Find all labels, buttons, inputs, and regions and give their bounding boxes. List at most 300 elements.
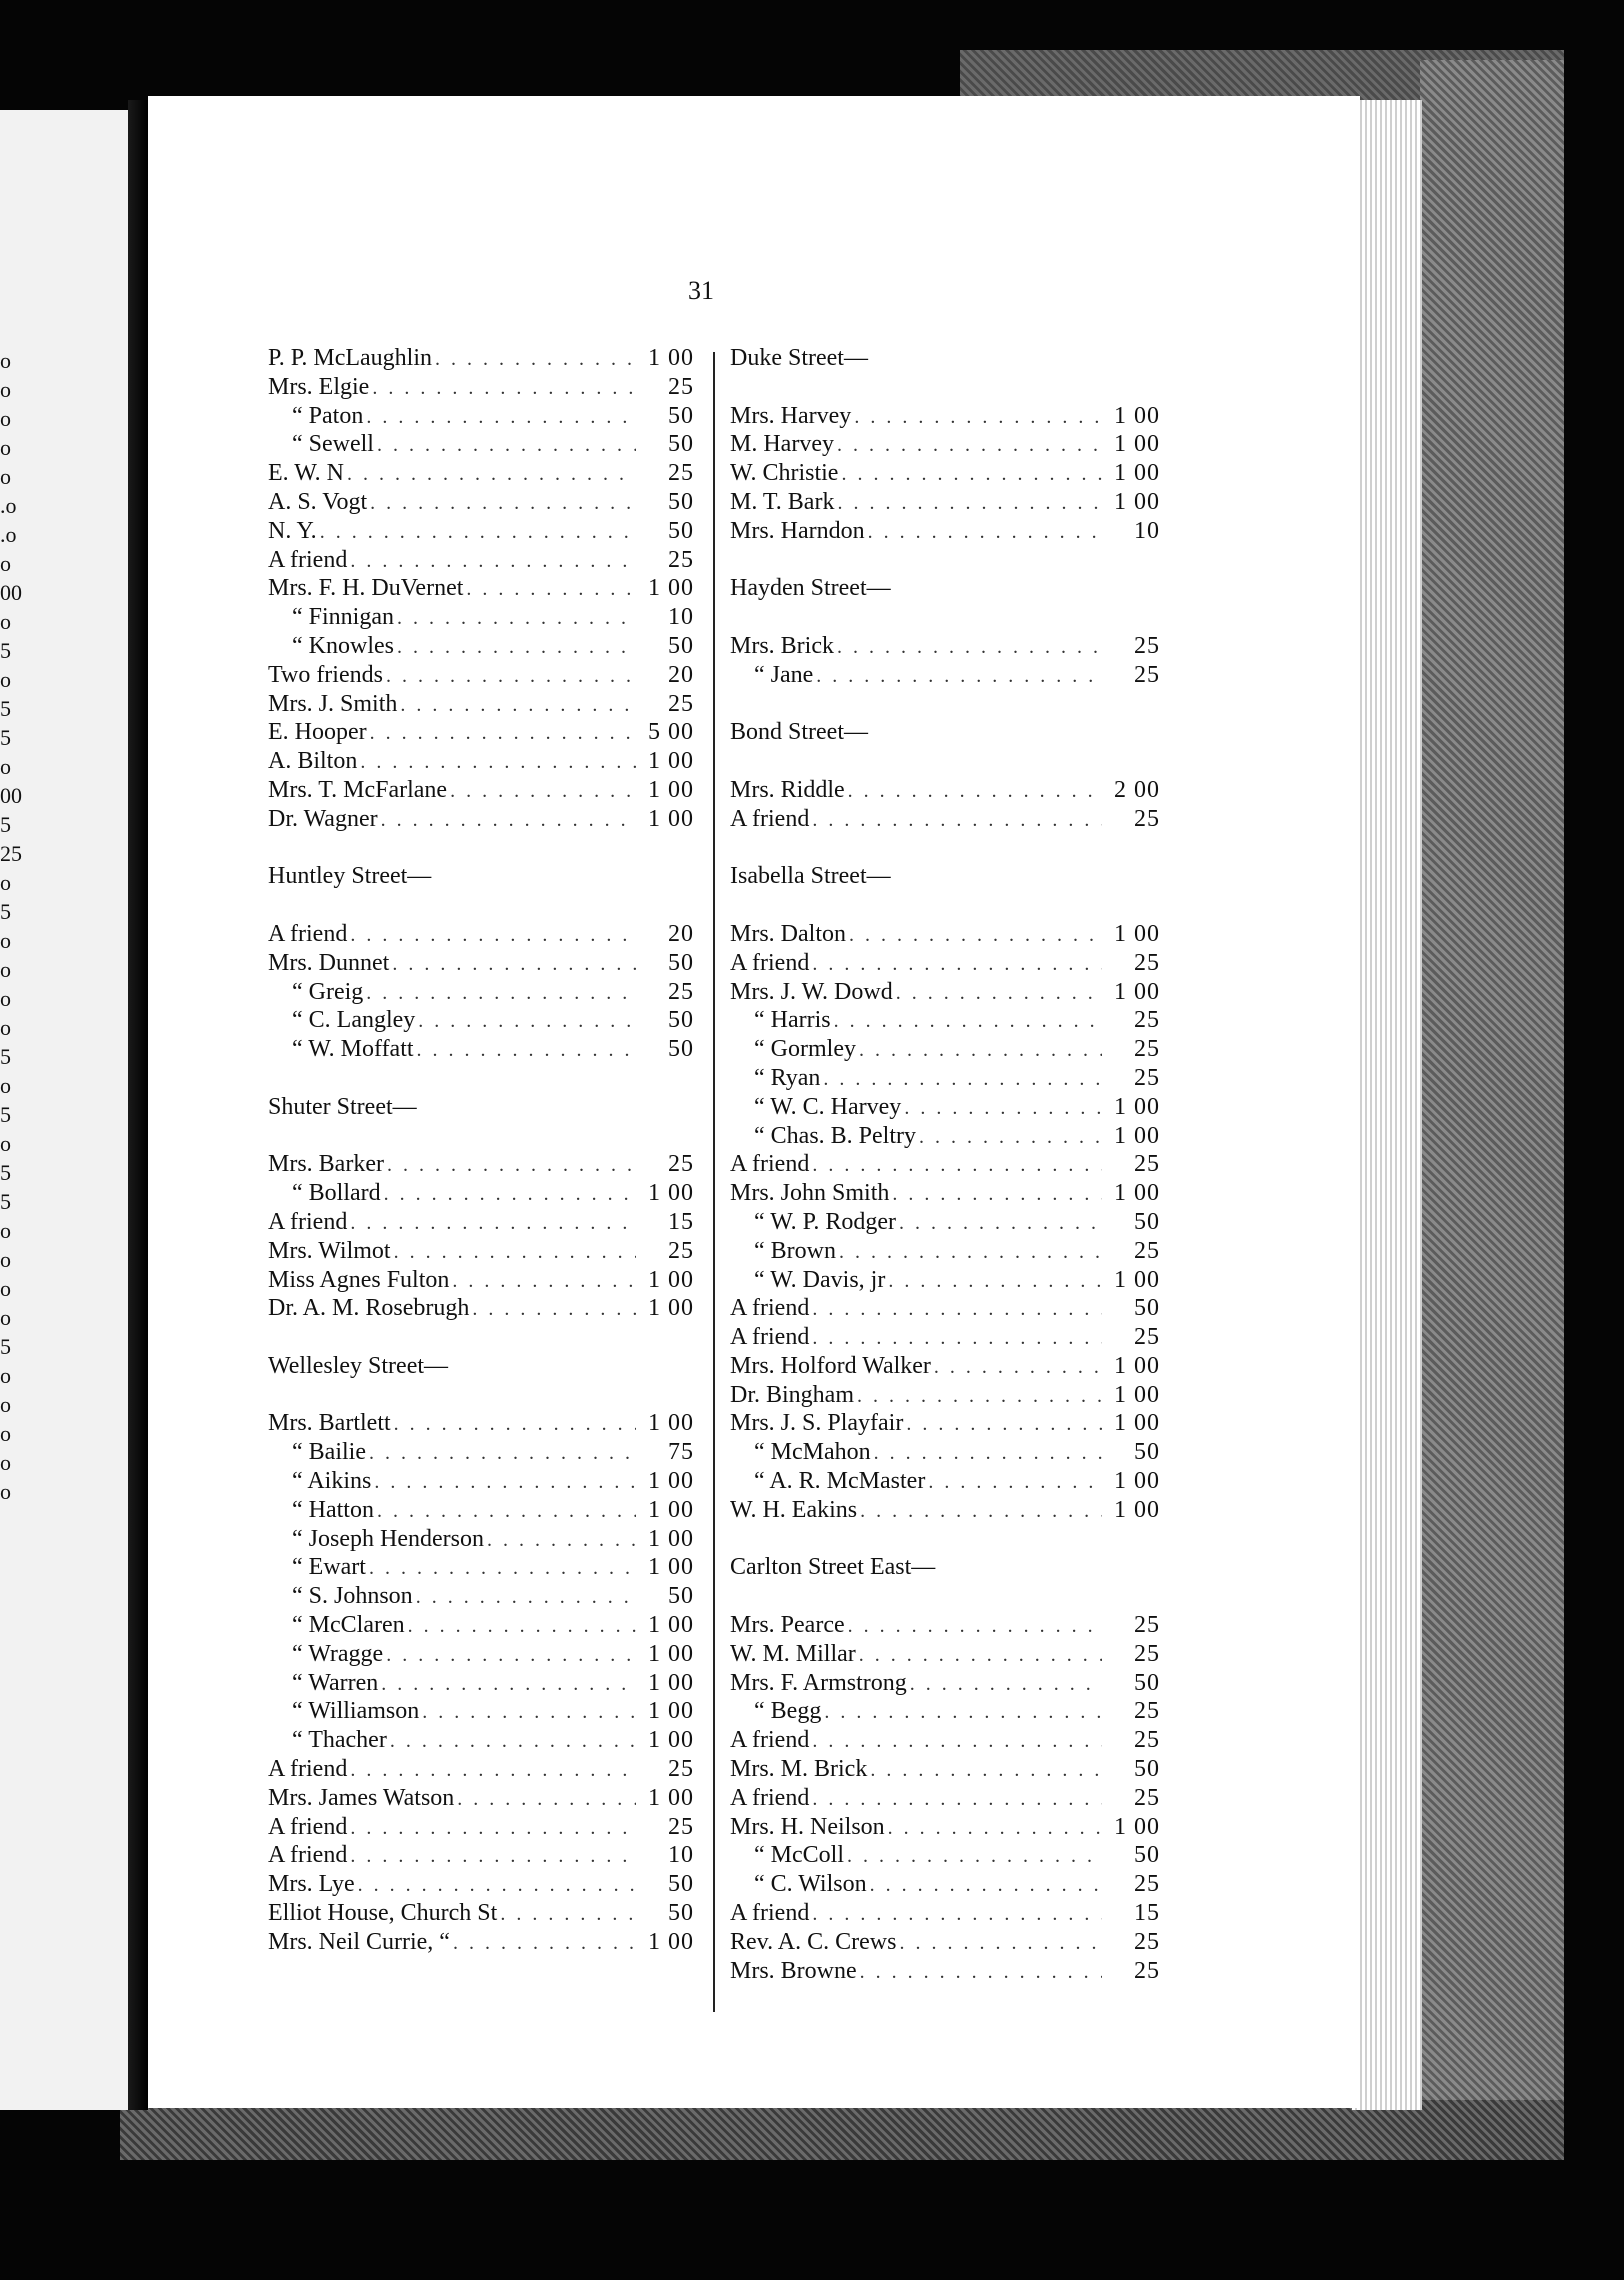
dot-leader [836, 1238, 1102, 1267]
dot-leader [374, 1497, 636, 1526]
dot-leader [347, 547, 636, 576]
dot-leader [394, 633, 636, 662]
subscriber-name: Two friends [268, 661, 383, 688]
dot-leader [867, 1871, 1102, 1900]
donation-amount: 25 [1134, 632, 1160, 659]
subscriber-name: Mrs. F. H. DuVernet [268, 575, 464, 602]
dot-leader [831, 1007, 1102, 1036]
dot-leader [484, 1526, 636, 1555]
dot-leader [846, 921, 1102, 950]
subscriber-name: Mrs. Neil Currie, “ [268, 1928, 450, 1955]
dot-leader [449, 1267, 636, 1296]
subscriber-name: A friend [730, 949, 810, 976]
dot-leader [347, 1756, 636, 1785]
dot-leader [391, 1410, 636, 1439]
dot-leader [885, 1814, 1102, 1843]
subscriber-name: A friend [730, 805, 810, 832]
subscriber-name: “ Finnigan [292, 604, 394, 631]
donation-amount: 1 00 [648, 1669, 694, 1696]
donation-amount: 50 [668, 632, 694, 659]
donation-amount: 1 00 [1114, 1381, 1160, 1408]
donation-amount: 25 [1134, 1007, 1160, 1034]
subscriber-name: A friend [730, 1295, 810, 1322]
facing-page-fragment: 25 [0, 841, 22, 866]
dot-leader [405, 1612, 636, 1641]
subscriber-row [268, 1208, 694, 1237]
dot-leader [896, 1209, 1102, 1238]
donation-amount: 2 00 [1114, 776, 1160, 803]
dot-leader [384, 1151, 636, 1180]
subscriber-name: W. H. Eakins [730, 1496, 858, 1523]
donation-amount: 50 [1134, 1842, 1160, 1869]
dot-leader [809, 1295, 1102, 1324]
donation-amount: 50 [668, 1583, 694, 1610]
subscriber-row [268, 661, 694, 690]
donation-amount: 1 00 [648, 1496, 694, 1523]
donation-amount: 50 [1134, 1208, 1160, 1235]
donation-amount: 1 00 [1114, 488, 1160, 515]
donation-amount: 1 00 [648, 1554, 694, 1581]
subscriber-row [268, 978, 694, 1007]
donation-amount: 5 00 [648, 719, 694, 746]
subscriber-name: Mrs. J. S. Playfair [730, 1410, 904, 1437]
facing-page-fragment: o [0, 1479, 11, 1504]
facing-page-fragment: 00 [0, 783, 22, 808]
subscriber-row [268, 690, 694, 719]
subscriber-name: “ Ewart [292, 1554, 366, 1581]
donation-amount: 50 [1134, 1669, 1160, 1696]
subscriber-name: “ Joseph Henderson [292, 1525, 484, 1552]
subscriber-row [730, 1150, 1160, 1179]
dot-leader [834, 489, 1102, 518]
facing-page-fragment: 5 [0, 638, 11, 663]
right-column [730, 344, 1160, 1985]
subscriber-row [268, 1841, 694, 1870]
subscriber-row [730, 402, 1160, 431]
donation-amount: 1 00 [648, 1784, 694, 1811]
subscriber-name: “ Aikins [292, 1468, 372, 1495]
donation-amount: 50 [1134, 1295, 1160, 1322]
dot-leader [367, 489, 636, 518]
subscriber-name: Mrs. Browne [730, 1957, 857, 1984]
dot-leader [414, 1036, 636, 1065]
subscriber-name: Mrs. T. McFarlane [268, 776, 448, 803]
donation-amount: 25 [1134, 949, 1160, 976]
subscriber-name: “ Gormley [754, 1036, 856, 1063]
donation-amount: 50 [668, 1007, 694, 1034]
subscriber-name: “ Warren [292, 1669, 379, 1696]
dot-leader [809, 1727, 1102, 1756]
page-edges [1352, 100, 1422, 2110]
subscriber-row [730, 1093, 1160, 1122]
subscriber-row [730, 1928, 1160, 1957]
subscriber-row [730, 949, 1160, 978]
dot-leader [885, 1267, 1102, 1296]
donation-amount: 10 [1134, 517, 1160, 544]
subscriber-row [730, 1640, 1160, 1669]
subscriber-name: “ Greig [292, 978, 364, 1005]
facing-page-fragment: o [0, 1276, 11, 1301]
subscriber-name: “ McClaren [292, 1612, 405, 1639]
donation-amount: 1 00 [1114, 1266, 1160, 1293]
dot-leader [497, 1900, 636, 1929]
subscriber-name: Mrs. F. Armstrong [730, 1669, 907, 1696]
facing-page-fragment: o [0, 928, 11, 953]
facing-page-fragment: o [0, 1363, 11, 1388]
donation-amount: 1 00 [1114, 1410, 1160, 1437]
donation-amount: 1 00 [1114, 402, 1160, 429]
subscriber-row [730, 1208, 1160, 1237]
dot-leader [447, 777, 636, 806]
subscriber-name: Mrs. Dunnet [268, 949, 390, 976]
subscriber-row [730, 1294, 1160, 1323]
subscriber-row [268, 1726, 694, 1755]
subscriber-row [268, 1150, 694, 1179]
street-heading: Huntley Street— [268, 863, 432, 890]
dot-leader [834, 431, 1102, 460]
subscriber-row [268, 1870, 694, 1899]
dot-leader [857, 1958, 1102, 1987]
donation-amount: 1 00 [648, 1410, 694, 1437]
donation-amount: 25 [668, 690, 694, 717]
subscriber-row [730, 920, 1160, 949]
facing-page-fragment: 5 [0, 1189, 11, 1214]
subscriber-row [730, 632, 1160, 661]
dot-leader [809, 1785, 1102, 1814]
dot-leader [809, 950, 1102, 979]
subscriber-name: A friend [730, 1900, 810, 1927]
street-heading: Carlton Street East— [730, 1554, 936, 1581]
subscriber-row [268, 1582, 694, 1611]
subscriber-row [268, 1496, 694, 1525]
dot-leader [347, 1209, 636, 1238]
subscriber-name: E. Hooper [268, 719, 367, 746]
facing-page-fragment: 5 [0, 899, 11, 924]
left-column [268, 344, 694, 1957]
subscriber-row [268, 1006, 694, 1035]
donation-amount: 25 [1134, 1727, 1160, 1754]
dot-leader [378, 1670, 636, 1699]
street-heading: Duke Street— [730, 345, 868, 371]
donation-amount: 25 [1134, 1784, 1160, 1811]
dot-leader [415, 1007, 636, 1036]
subscriber-name: M. Harvey [730, 431, 834, 458]
subscriber-name: “ W. P. Rodger [754, 1208, 897, 1235]
subscriber-row [268, 1928, 694, 1957]
subscriber-name: A friend [268, 1756, 348, 1783]
facing-page-fragment: .o [0, 522, 17, 547]
dot-leader [454, 1785, 636, 1814]
subscriber-row [730, 1122, 1160, 1151]
donation-amount: 25 [668, 1151, 694, 1178]
facing-page-fragment: o [0, 1450, 11, 1475]
subscriber-name: “ McMahon [754, 1439, 871, 1466]
subscriber-row [730, 1035, 1160, 1064]
donation-amount: 20 [668, 920, 694, 947]
subscriber-name: “ Wragge [292, 1640, 384, 1667]
facing-page-fragment: 5 [0, 725, 11, 750]
subscriber-row [730, 978, 1160, 1007]
facing-page-fragment: .o [0, 493, 17, 518]
donation-amount: 50 [668, 1900, 694, 1927]
donation-amount: 50 [668, 402, 694, 429]
subscriber-name: Rev. A. C. Crews [730, 1928, 897, 1955]
subscriber-name: Dr. Wagner [268, 805, 378, 832]
dot-leader [463, 575, 636, 604]
subscriber-row [268, 1294, 694, 1323]
donation-amount: 1 00 [648, 1266, 694, 1293]
subscriber-row [268, 1813, 694, 1842]
subscriber-row [268, 402, 694, 431]
dot-leader [371, 1468, 636, 1497]
subscriber-row [268, 1784, 694, 1813]
donation-amount: 1 00 [1114, 460, 1160, 487]
dot-leader [374, 431, 636, 460]
street-heading: Isabella Street— [730, 863, 891, 890]
subscriber-name: Mrs. Wilmot [268, 1237, 391, 1264]
subscriber-name: “ Thacher [292, 1727, 387, 1754]
dot-leader [367, 719, 636, 748]
street-heading: Wellesley Street— [268, 1352, 449, 1379]
subscriber-row [730, 1841, 1160, 1870]
subscriber-name: “ Bailie [292, 1439, 366, 1466]
subscriber-row [268, 517, 694, 546]
dot-leader [432, 345, 636, 374]
donation-amount: 1 00 [648, 575, 694, 602]
donation-amount: 1 00 [1114, 1496, 1160, 1523]
facing-page-fragment: 5 [0, 1160, 11, 1185]
subscriber-row [268, 1669, 694, 1698]
donation-amount: 50 [668, 488, 694, 515]
subscriber-name: “ C. Wilson [754, 1871, 867, 1898]
section-spacer [268, 1064, 694, 1093]
subscriber-row [268, 1266, 694, 1295]
donation-amount: 1 00 [648, 345, 694, 371]
section-spacer [730, 690, 1160, 719]
dot-leader [821, 1698, 1102, 1727]
subscriber-name: “ Sewell [292, 431, 374, 458]
subscriber-name: Mrs. Lye [268, 1871, 355, 1898]
dot-leader [383, 1641, 636, 1670]
heading-spacer [730, 373, 1160, 402]
dot-leader [865, 518, 1102, 547]
dot-leader [419, 1698, 636, 1727]
dot-leader [378, 806, 636, 835]
donation-amount: 25 [668, 1237, 694, 1264]
subscriber-name: “ A. R. McMaster [754, 1468, 926, 1495]
subscriber-name: “ Knowles [292, 632, 394, 659]
donation-amount: 25 [1134, 1871, 1160, 1898]
dot-leader [397, 691, 636, 720]
subscriber-name: M. T. Bark [730, 488, 835, 515]
facing-page-fragment: o [0, 435, 11, 460]
dot-leader [834, 633, 1102, 662]
facing-page-fragment: o [0, 551, 11, 576]
dot-leader [871, 1439, 1102, 1468]
facing-page-fragment: o [0, 754, 11, 779]
donation-amount: 1 00 [648, 748, 694, 775]
donation-amount: 50 [668, 1871, 694, 1898]
subscriber-name: Mrs. Harndon [730, 517, 865, 544]
subscriber-name: “ W. Moffatt [292, 1036, 414, 1063]
subscriber-name: “ Hatton [292, 1496, 374, 1523]
subscriber-row [268, 344, 694, 373]
subscriber-name: “ Harris [754, 1007, 831, 1034]
subscriber-name: Mrs. Pearce [730, 1612, 845, 1639]
subscriber-row [268, 920, 694, 949]
dot-leader [845, 777, 1102, 806]
facing-page-fragment: o [0, 1392, 11, 1417]
subscriber-name: “ S. Johnson [292, 1583, 413, 1610]
subscriber-row [730, 1381, 1160, 1410]
dot-leader [347, 1842, 636, 1871]
subscriber-row [730, 661, 1160, 690]
dot-leader [903, 1410, 1102, 1439]
subscriber-row [730, 1870, 1160, 1899]
subscriber-row [730, 1899, 1160, 1928]
facing-page-fragment: o [0, 1015, 11, 1040]
subscriber-row [268, 1697, 694, 1726]
dot-leader [931, 1353, 1102, 1382]
subscriber-row [730, 459, 1160, 488]
dot-leader [347, 921, 636, 950]
subscriber-name: Elliot House, Church St [268, 1900, 498, 1927]
dot-leader [854, 1382, 1102, 1411]
street-heading: Bond Street— [730, 719, 868, 746]
subscriber-row [730, 430, 1160, 459]
dot-leader [809, 1151, 1102, 1180]
dot-leader [317, 518, 636, 547]
donation-amount: 20 [668, 661, 694, 688]
subscriber-name: “ Paton [292, 402, 364, 429]
subscriber-name: Mrs. M. Brick [730, 1756, 868, 1783]
donation-amount: 25 [1134, 1237, 1160, 1264]
donation-amount: 25 [1134, 1698, 1160, 1725]
subscriber-row [268, 1640, 694, 1669]
book-cover-cloth-right [1420, 60, 1564, 2110]
subscriber-row [730, 1726, 1160, 1755]
donation-amount: 1 00 [648, 1612, 694, 1639]
facing-page-fragment: 5 [0, 812, 11, 837]
facing-page-fragment: o [0, 1131, 11, 1156]
subscriber-row [730, 1438, 1160, 1467]
donation-amount: 1 00 [648, 805, 694, 832]
heading-spacer [730, 891, 1160, 920]
heading-spacer [730, 603, 1160, 632]
donation-amount: 15 [668, 1208, 694, 1235]
donation-amount: 25 [668, 1756, 694, 1783]
dot-leader [363, 979, 636, 1008]
subscriber-name: A. Bilton [268, 748, 358, 775]
dot-leader [838, 460, 1102, 489]
donation-amount: 1 00 [1114, 1468, 1160, 1495]
subscriber-row [730, 1611, 1160, 1640]
subscriber-name: “ Williamson [292, 1698, 420, 1725]
subscriber-name: “ W. Davis, jr [754, 1266, 886, 1293]
facing-page-fragment: 5 [0, 1044, 11, 1069]
facing-page-fragment: 5 [0, 1102, 11, 1127]
subscriber-name: Mrs. Dalton [730, 920, 846, 947]
dot-leader [856, 1036, 1102, 1065]
subscriber-row [730, 1467, 1160, 1496]
donation-amount: 25 [1134, 661, 1160, 688]
donation-amount: 10 [668, 604, 694, 631]
donation-amount: 1 00 [648, 1698, 694, 1725]
subscriber-name: A friend [268, 920, 348, 947]
subscriber-name: Mrs. John Smith [730, 1180, 890, 1207]
donation-amount: 25 [1134, 1151, 1160, 1178]
subscriber-name: A friend [268, 546, 348, 573]
book-cover-cloth-bottom [120, 2100, 1564, 2160]
column-divider [713, 352, 715, 2012]
facing-page-fragment: o [0, 609, 11, 634]
donation-amount: 50 [668, 431, 694, 458]
subscriber-row [730, 1006, 1160, 1035]
dot-leader [366, 1554, 636, 1583]
subscriber-name: Mrs. Bartlett [268, 1410, 391, 1437]
dot-leader [369, 374, 636, 403]
donation-amount: 50 [668, 517, 694, 544]
section-spacer [268, 1323, 694, 1352]
subscriber-row [730, 1755, 1160, 1784]
donation-amount: 75 [668, 1439, 694, 1466]
subscriber-row [730, 1064, 1160, 1093]
subscriber-row [268, 718, 694, 747]
subscriber-row [268, 776, 694, 805]
facing-page-fragment: o [0, 377, 11, 402]
subscriber-name: “ Begg [754, 1698, 822, 1725]
facing-page-fragment: o [0, 464, 11, 489]
dot-leader [809, 1324, 1102, 1353]
facing-page-fragment: o [0, 1305, 11, 1330]
subscriber-row [268, 1525, 694, 1554]
dot-leader [413, 1583, 636, 1612]
subscriber-name: Mrs. James Watson [268, 1784, 455, 1811]
dot-leader [389, 950, 636, 979]
subscriber-name: “ Jane [754, 661, 814, 688]
heading-spacer [730, 747, 1160, 776]
subscriber-name: A friend [730, 1784, 810, 1811]
subscriber-name: Dr. Bingham [730, 1381, 854, 1408]
donation-amount: 25 [668, 373, 694, 400]
donation-amount: 25 [1134, 805, 1160, 832]
dot-leader [394, 604, 636, 633]
subscriber-name: A friend [268, 1842, 348, 1869]
street-heading: Shuter Street— [268, 1093, 417, 1120]
donation-amount: 1 00 [648, 1727, 694, 1754]
donation-amount: 25 [668, 460, 694, 487]
subscriber-row [268, 488, 694, 517]
facing-page-fragment: o [0, 667, 11, 692]
donation-amount: 25 [1134, 1064, 1160, 1091]
donation-amount: 50 [668, 1036, 694, 1063]
donation-amount: 25 [1134, 1957, 1160, 1984]
subscriber-row [268, 1035, 694, 1064]
dot-leader [381, 1180, 636, 1209]
subscriber-row [268, 1899, 694, 1928]
donation-amount: 25 [668, 1813, 694, 1840]
section-spacer [730, 834, 1160, 863]
dot-leader [845, 1612, 1102, 1641]
subscriber-name: “ Brown [754, 1237, 836, 1264]
section-spacer [730, 546, 1160, 575]
subscriber-name: “ W. C. Harvey [754, 1093, 902, 1120]
subscriber-name: Dr. A. M. Rosebrugh [268, 1295, 470, 1322]
dot-leader [893, 979, 1102, 1008]
donation-amount: 25 [1134, 1324, 1160, 1351]
book-gutter [128, 100, 148, 2110]
subscriber-name: W. Christie [730, 460, 839, 487]
